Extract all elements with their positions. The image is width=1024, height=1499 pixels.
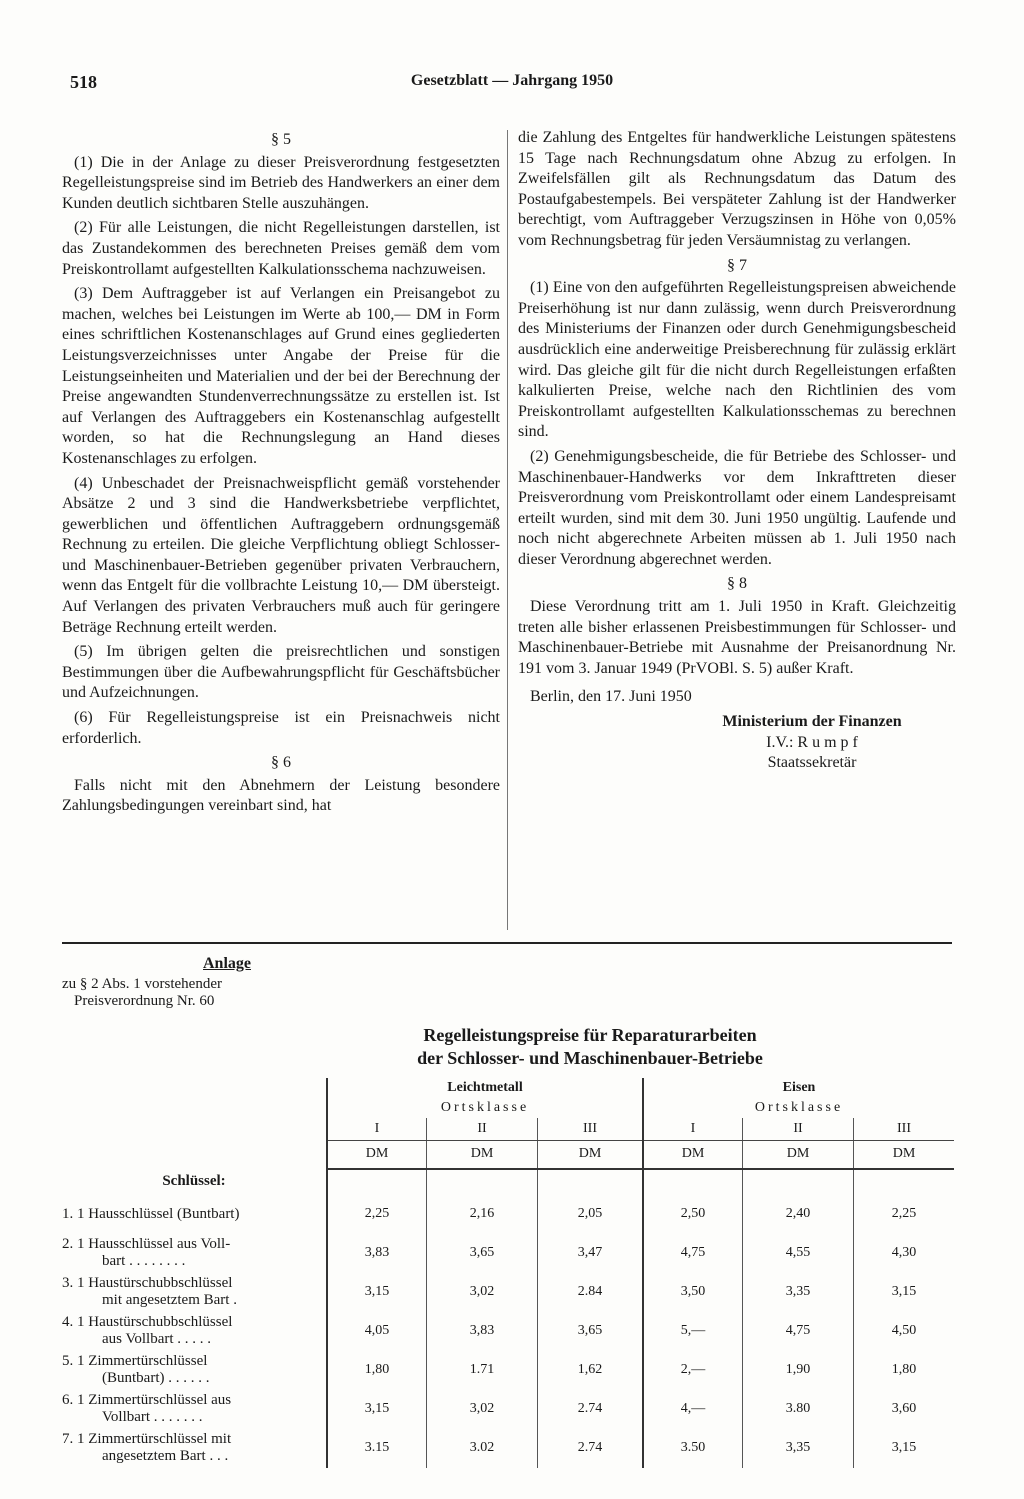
paragraph: (4) Unbeschadet der Preisnachweispflicht gemäß vorstehender Absätze 2 und 3 sind die Handwerksbetriebe verpflichtet, gewerblichen und öffentlichen Auftraggebern ordnungsgemäß Rechnung zu erteilen. Die gleiche Verpflichtung obliegt Schlosser- und Maschinenbauer-Betrieben gegenüber privaten Verbrauchern, wenn das Entgelt für die vollbrachte Leistung 10,— DM übersteigt. Auf Verlangen des privaten Verbrauchers muß auch für geringere Beträge Rechnung erteilt werden. [62,474,500,636]
price-cell: 3,15 [327,1390,427,1429]
paragraph: Falls nicht mit den Abnehmern der Leistung besondere Zahlungsbedingungen vereinbart sind, hat [62,776,500,815]
table-row [62,1429,954,1468]
paragraph: (2) Für alle Leistungen, die nicht Regelleistungen darstellen, ist das Zustandekommen des berechneten Preises gemäß dem vom Preiskontrollamt aufgestellten Kalkulationsschema nachzuweisen. [62,219,500,278]
signer-role: Staatssekretär [767,754,857,772]
price-cell: 3,50 [643,1273,743,1312]
price-cell: 2.84 [538,1273,644,1312]
price-cell: 1,80 [854,1351,955,1390]
row-label [62,1195,327,1234]
table-row [62,1351,954,1390]
row-label-line: bart . . . . . . . . [102,1253,186,1269]
column-divider [507,130,508,930]
table-row [62,1234,954,1273]
paragraph: (5) Im übrigen gelten die preisrechtlichen und sonstigen Bestimmungen über die Aufbewahrungspflicht für Geschäftsbücher und Aufzeichnungen. [62,643,500,702]
price-cell: 2,25 [854,1195,955,1234]
unit-cell: DM [854,1141,955,1169]
price-cell: 3,65 [538,1312,644,1351]
key-header-cell [62,1078,327,1141]
table-row [62,1312,954,1351]
unit-cell: DM [743,1141,854,1169]
page-number: 518 [70,72,97,92]
price-cell: 3,65 [427,1234,538,1273]
row-label-line: 7. 1 Zimmertürschlüssel mit [62,1431,232,1447]
table-title-line: der Schlosser- und Maschinenbauer-Betriebe [417,1048,763,1068]
price-cell: 4,05 [327,1312,427,1351]
price-cell: 3,35 [743,1273,854,1312]
unit-cell: DM [538,1141,644,1169]
table-title-line: Regelleistungspreise für Reparaturarbeiten [423,1025,757,1045]
paragraph: (1) Eine von den aufgeführten Regelleistungspreisen abweichende Preiserhöhung ist nur dann zulässig, wenn durch Preisverordnung des Ministeriums der Finanzen oder durch Genehmigungsbescheid ausdrücklich eine anderweitige Preisberechnung für zulässig erklärt wird. Das gleiche gilt für die nicht durch Regelleistungen erfaßten kalkulierten Preise, welche nach den Richtlinien des vom Preiskontrollamt aufgestellten Kalkulationsschemas zu berechnen sind. [518,279,956,441]
page-title: Gesetzblatt — Jahrgang 1950 [410,72,614,89]
row-label [62,1351,327,1390]
table-row [62,1273,954,1312]
row-label-line: 1. 1 Hausschlüssel (Buntbart) [62,1205,240,1222]
anlage-line: zu § 2 Abs. 1 vorstehender [62,976,222,992]
price-cell: 4,75 [643,1234,743,1273]
row-label-line: Vollbart . . . . . . . [102,1409,203,1425]
price-cell: 1,90 [743,1351,854,1390]
price-cell: 2,25 [327,1195,427,1234]
row-label-line: 4. 1 Haustürschubbschlüssel [62,1314,233,1330]
price-cell: 5,— [643,1312,743,1351]
price-cell: 1,80 [327,1351,427,1390]
price-cell: 3,60 [854,1390,955,1429]
price-cell: 4,55 [743,1234,854,1273]
anlage-line: Preisverordnung Nr. 60 [74,993,215,1009]
row-label-line: angesetztem Bart . . . [102,1448,229,1464]
row-label [62,1234,327,1273]
price-cell: 3.02 [427,1429,538,1468]
paragraph: Diese Verordnung tritt am 1. Juli 1950 in Kraft. Gleichzeitig treten alle bisher erlassenen Preisbestimmungen für Schlosser- und Maschinenbauer-Betriebe mit Ausnahme der Preisanordnung Nr. 191 vom 3. Januar 1949 (PrVOBl. S. 5) außer Kraft. [518,598,956,677]
anlage-block [62,955,312,1010]
row-label [62,1312,327,1351]
row-label-line: 6. 1 Zimmertürschlüssel aus [62,1392,232,1408]
page-header [0,72,1024,96]
signature-block [518,687,956,773]
col-header: I [643,1118,743,1141]
price-cell: 2,05 [538,1195,644,1234]
unit-cell: DM [427,1141,538,1169]
unit-cell: DM [643,1141,743,1169]
section-heading: § 7 [727,256,747,274]
left-column [62,128,500,821]
group-header-eisen: Eisen [643,1078,954,1098]
price-cell: 2.74 [538,1390,644,1429]
table-row [62,1195,954,1234]
row-label-line: 5. 1 Zimmertürschlüssel [62,1353,208,1369]
row-label-line: 3. 1 Haustürschubbschlüssel [62,1275,233,1291]
section-heading: § 8 [727,575,747,593]
key-label: Schlüssel: [162,1173,226,1189]
row-label-line: aus Vollbart . . . . . [102,1331,212,1347]
price-cell: 3.50 [643,1429,743,1468]
price-cell: 1.71 [427,1351,538,1390]
price-cell: 3,15 [854,1273,955,1312]
price-cell: 3,83 [427,1312,538,1351]
row-label [62,1273,327,1312]
price-cell: 3,15 [327,1273,427,1312]
price-cell: 4,— [643,1390,743,1429]
price-cell: 2,50 [643,1195,743,1234]
price-cell: 3.80 [743,1390,854,1429]
section-rule [62,942,952,944]
paragraph: (3) Dem Auftraggeber ist auf Verlangen ein Preisangebot zu machen, welches bei Leistungen im Werte ab 100,— DM in Form eines schriftlichen Kostenanschlages auf Grund eines gegliederten Leistungsverzeichnisses unter Angabe der Preise für die Leistungseinheiten und Materialien und der bei der Berechnung der Preise angewandten Stundenverrechnungssätze zu erstellen ist. Ist auf Verlangen des Auftraggebers ein Kostenanschlag aufgestellt worden, so hat die Rechnungslegung an Hand dieses Kostenanschlages zu erfolgen. [62,285,500,467]
price-cell: 2,40 [743,1195,854,1234]
price-cell: 2,16 [427,1195,538,1234]
unit-cell: DM [327,1141,427,1169]
table-title [230,1024,950,1070]
paragraph: (2) Genehmigungsbescheide, die für Betriebe des Schlosser- und Maschinenbauer-Handwerks vor dem Inkrafttreten dieser Preisverordnung vom Preiskontrollamt oder einem Landespreisamt erteilt wurden, sind mit dem 30. Juni 1950 ungültig. Laufende und noch nicht abgerechnete Arbeiten müssen ab 1. Juli 1950 nach dieser Verordnung abgerechnet werden. [518,447,956,568]
price-cell: 3,47 [538,1234,644,1273]
price-cell: 3,02 [427,1273,538,1312]
price-cell: 1,62 [538,1351,644,1390]
paragraph: (6) Für Regelleistungspreise ist ein Preisnachweis nicht erforderlich. [62,709,500,747]
section-heading: § 5 [271,131,291,148]
ortsklasse-label: Ortsklasse [643,1098,954,1118]
ortsklasse-label: Ortsklasse [327,1098,643,1118]
price-cell: 3,83 [327,1234,427,1273]
col-header: III [854,1118,955,1141]
place-date: Berlin, den 17. Juni 1950 [530,688,692,706]
price-cell: 3,15 [854,1429,955,1468]
price-cell: 4,30 [854,1234,955,1273]
section-heading: § 6 [271,754,291,772]
signer: I.V.: R u m p f [766,733,858,751]
anlage-title: Anlage [203,955,251,972]
col-header: II [427,1118,538,1141]
table-row [62,1390,954,1429]
row-label-line: 2. 1 Hausschlüssel aus Voll- [62,1236,231,1252]
price-cell: 2.74 [538,1429,644,1468]
ministry: Ministerium der Finanzen [722,713,902,731]
col-header: III [538,1118,644,1141]
price-cell: 4,75 [743,1312,854,1351]
price-cell: 4,50 [854,1312,955,1351]
col-header: I [327,1118,427,1141]
price-cell: 2,— [643,1351,743,1390]
row-label [62,1429,327,1468]
group-header-leichtmetall: Leichtmetall [327,1078,643,1098]
row-label [62,1390,327,1429]
paragraph: (1) Die in der Anlage zu dieser Preisverordnung festgesetzten Regelleistungspreise sind im Betrieb des Handwerkers an einer dem Kunden deutlich sichtbaren Stelle auszuhängen. [62,153,500,212]
col-header: II [743,1118,854,1141]
row-label-line: mit angesetztem Bart . [102,1292,237,1308]
price-cell: 3,35 [743,1429,854,1468]
row-label-line: (Buntbart) . . . . . . [102,1370,210,1386]
price-cell: 3.15 [327,1429,427,1468]
paragraph: die Zahlung des Entgeltes für handwerkliche Leistungen spätestens 15 Tage nach Rechnungsdatum ohne Abzug zu erfolgen. In Zweifelsfällen gilt als Rechnungsdatum das Datum des Postaufgabestempels. Bei verspäteter Zahlung ist der Handwerker berechtigt, vom Auftraggeber Verzugszinsen in Höhe von 0,05% vom Rechnungsbetrag für jeden Versäumnistag zu verlangen. [518,129,956,249]
right-column [518,128,956,774]
price-cell: 3,02 [427,1390,538,1429]
price-table [62,1078,954,1468]
